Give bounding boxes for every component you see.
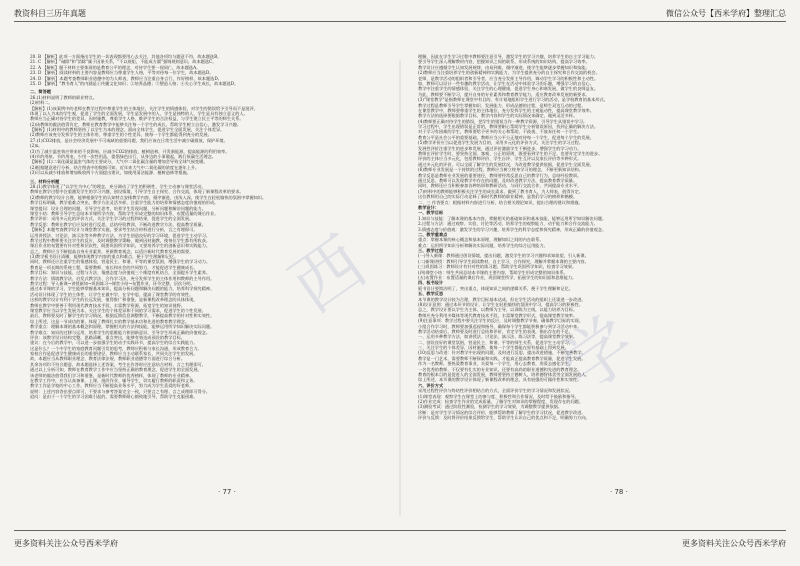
text-line: 教师应充分利用多媒体等现代教育技术手段，丰富课堂教学形式，提高课堂教学效率。 (418, 312, 578, 318)
text-line: 21. C 【解析】"破除"和"消除"属于因果关系，"不以规矩，不能成方圆"强调规则意识，故本题选C。 (30, 59, 217, 65)
text-line: (6)教师专业发展是一个持续的过程，教师应当树立终身学习的理念，不断更新知识结构。 (418, 167, 584, 173)
text-line: (10)反思与改进：针对教学中出现的问题，及时进行反思，提出改进措施，不断完善教学。 (418, 350, 586, 356)
text-line: (3)可以从减少排放和增加吸收两个方面提出建议，如使用清洁能源、植树造林等措施。 (30, 170, 191, 176)
text-line: 【解析】本题考查教学设计与课堂教学实施，要求考生结合材料进行分析，言之有理即可。 (30, 227, 198, 233)
text-line: 运用讲授法、讨论法、演示法等多种教学方法，为学生创造良好的学习环境，促进学生主动学习。 (30, 232, 211, 238)
text-line: 难点：运用所学知识分析和解决实际问题，培养学生的综合运用能力。 (418, 242, 548, 248)
text-line: 在课堂教学中，教师要尊重学生的主体地位，充分发挥学生的主观能动性，提高课堂教学效率。 (418, 107, 594, 113)
text-line: (3)为了减少温室效应带来的不良影响，应减少CO2的排放，植树造林，开发新能源，提高能源的利用效率。 (30, 148, 230, 154)
text-line: (二)新课讲授：教师引导学生阅读教材，自主学习，合作探究，理解并掌握本课的主要内容。 (418, 258, 589, 264)
text-line: 教学重点：理解本课的基本概念和原理，掌握相关的方法和技能，能够运用所学知识解决实际问题。 (30, 324, 215, 330)
text-line: 教师应当正确对待学生的差异，因材施教，尊重学生人格，维护学生的合法权益，与学生建立民主平等的师生关系。 (30, 116, 244, 122)
text-line: (4)节约用纸、节约用电，少用一次性用品，提倡绿色出行，从身边的小事做起，践行低碳生活理念。 (30, 154, 216, 160)
text-line: 学习过程中，学生出现错误是正常的，教师要耐心帮助学生分析错误原因，找到正确的解决方法。 (418, 124, 599, 130)
text-line: 2.过程与方法：通过观察、实验、讨论等活动，培养学生的观察能力、动手能力和合作交流能力。 (418, 221, 598, 227)
text-line: 老师，是教学活动的组织者和引导者，应当充分发挥主导作用，调动学生学习的积极性和主动性。 (418, 75, 599, 81)
text-line: 教学设计应遵循学生认知发展规律，由易到难，循序渐进，使学生能够逐步掌握知识和技能。 (418, 64, 590, 70)
text-line: 22. A 【解析】题干材料主要体现的是教育公平的理念，对待学生要一视同仁，故本题选A。 (30, 64, 201, 70)
text-line: 27.(1)CO2排放，是社会经济发展中不可或缺的重要问题，我们应该在日常生活中减少碳排放，保护环境。 (30, 137, 228, 143)
text-line: (7)材料中的教师能够积极关注学生的成长需求，做到了教书育人，为人师表，值得肯定。 (418, 188, 584, 194)
watermark: 西 (275, 221, 381, 329)
text-line: 教师在教学中要善于利用现代教育技术手段，丰富教学资源，拓宽学生的知识视野。 (30, 302, 185, 308)
text-line: 这位教师用自己的实际行动诠释了新时代教师的职业精神，是我们学习的榜样和楷模。 (418, 194, 578, 200)
text-line: 课堂小结：教师引导学生总结本节课所学内容，帮助学生形成完整的知识体系，布置适量的课后作业。 (30, 210, 219, 216)
text-line: 同时，教师还应当积极参加各种培训和教研活动，与同行交流合作，共同提高专业水平。 (418, 183, 582, 189)
text-line: (2)x。 (30, 143, 43, 149)
text-line: 24. D 【解析】本题考查教师职业道德中的为人师表，教师应当注重自身言行，作好榜样，故本题选D。 (30, 75, 222, 81)
footer-rule (14, 530, 786, 531)
text-line: 发展性评价注重学生的进步和发展，通过评价激励学生不断进步，增强学生的学习动力。 (418, 145, 582, 151)
text-line: 通过反思，教师可以发现教学中存在的问题，及时改进教学方法，提高教育教学质量。 (418, 177, 578, 183)
footer-left-text: 更多资料关注公众号西米学府 (14, 539, 118, 548)
text-line: 教学方法：情境教学法、启发式教学法、合作学习法，充分发挥学生的主体作用和教师的主导作用。 (30, 275, 215, 281)
text-line: 理解，因此在学生学习过程中教师要注意引导，激发学生的学习兴趣，培养学生的自主学习能力。 (418, 54, 599, 59)
text-line: (2)根据题意进行分析，结合图表中的数据可知，近年来大气中二氧化碳的浓度在逐年上升。 (30, 164, 200, 170)
text-line: 教学中注重学生的情感体验，关注学生的心理健康，促进学生身心和谐发展，做学生的良师益友。 (418, 86, 599, 92)
text-line: 教学反思是教师专业发展的重要途径，教师要经常反思自己的教学行为，总结经验教训。 (418, 172, 582, 178)
text-line: 教学过程：导入新课→讲授新知→巩固练习→课堂小结→布置作业，环节完整，层次分明。 (30, 281, 195, 287)
text-line: 课堂提问：设计合理的问题，引导学生思考，培养学生发现问题、分析问题和解决问题的能力。 (30, 205, 206, 211)
footer-right-text: 更多资料关注公众号西米学府 (682, 539, 786, 548)
text-line: 建议：在今后的教学中，可以进一步加强学生的动手实践环节，提高学生的综合实践能力。 (30, 340, 198, 346)
text-line: (2)教师的教学设计合理，能够根据学生的认知特点安排教学内容，循序渐进，由浅入深，使学生在轻松愉快的氛围中掌握知识。 (30, 194, 267, 200)
text-line: 该老师的做法值得我们学习和借鉴，是新时代教师的优秀榜样，体现了教师的专业精神。 (30, 372, 194, 378)
text-line: 教育的根本目的是促进人的全面发展，教师要坚持立德树人，培养德智体美劳全面发展的人。 (418, 372, 590, 378)
text-line: (五)布置作业：布置适量的课后作业，巩固课堂所学，拓展学生的知识面和思维能力。 (418, 275, 577, 281)
text-line: 通过以上分析可知，教师在教育教学工作中应当坚持正确的教育理念，促进学生的全面发展。 (30, 367, 202, 373)
text-line: 教师在评价学生时，要坚持全面、客观、公正的原则，既要看到学生的不足，也要肯定学生的进步。 (418, 151, 603, 157)
text-line: 教师在教学过程中注重激发学生的学习兴趣，创设情境，引导学生自主探究、合作交流，体现了新课程改革的要求。 (30, 189, 244, 195)
text-line: 教学目标：知识与技能、过程与方法、情感态度与价值观三个维度有机结合，全面提升学生素养。 (30, 270, 211, 276)
section-heading: 三、材料分析题 (30, 178, 60, 184)
text-line: 教学方法的选择要根据教学目标、教学内容和学生的实际情况来确定，做到灵活多样。 (418, 113, 578, 119)
text-line: 诊断：是对学生学习情况的综合评价，能够帮助教师了解学生的学习状况，促进教学改进。 (418, 409, 586, 415)
text-line: (一)导入新课：教师通过创设情境，提出问题，激发学生的学习兴趣和求知欲望，引入新课。 (418, 253, 589, 259)
text-line: 1.知识与技能：了解本课的基本内容，掌握相关的基础知识和基本技能，能够运用所学知识解决问题。 (418, 215, 607, 221)
text-line: 教学目标明确，教学重难点突出，教学方法灵活多样，注重学生能力的培养和情感态度价值观的形成。 (30, 200, 219, 206)
text-line: (2)该教师的做法值得肯定，教师在教育教学中能够关注每一个学生的成长，帮助学生树立自信心，激发学习兴趣。 (30, 121, 242, 127)
text-line: (5)教学评价应当以促进学生发展为目的，采用多元化的评价方式，关注学生的学习过程。 (418, 140, 584, 146)
text-line: 教学过程是教师引导学生掌握知识、发展能力、形成品德的过程，是师生双边互动的过程。 (418, 102, 586, 108)
text-line: 作为一名教师，要热爱教育事业，关爱每一个学生，用心去教育，用爱去感化学生。 (418, 361, 573, 367)
text-line: (3)"课堂教学"是指教师在课堂中有目的、有计划地组织学生进行学习的活动，是学校教育的基本形式。 (418, 97, 608, 103)
text-line: 3.情感态度与价值观：激发学生的学习兴趣，培养学生的科学态度和探究精神，形成正确的价值观念。 (418, 226, 607, 232)
text-line: (三)巩固练习：教师设计有针对性的练习题，帮助学生巩固所学知识，检查学习效果。 (418, 264, 577, 270)
text-line: (2)材料二。 (30, 100, 53, 106)
text-line: 本节课的教学设计较为合理，教学目标基本达成，但在学生活动的组织上还需进一步改进。 (418, 296, 586, 302)
text-line: 一、运用多种教学方法，如讲授法、讨论法、演示法、练习法等，提高课堂教学效果。 (418, 334, 578, 340)
watermark: 学 (545, 301, 651, 409)
text-line: 教学活动结束后，教师要及时进行总结和评价，肯定学生的表现，指出存在的不足。 (418, 328, 573, 334)
text-line: 教学难点：知识的迁移与运用，培养学生的思维能力和创新意识，引导学生形成正确的价值观念。 (30, 329, 211, 335)
text-line: 教学过程中教师要关注学生的反应，及时调整教学策略，做到因材施教，使每位学生都有所收获。 (30, 237, 211, 243)
text-line: 对于学习有困难的学生，教师要给予更多的关心和帮助，不歧视、不放弃任何一个学生。 (418, 129, 582, 135)
text-line: 总之，教师应当不断提高自身专业素养，更新教育观念，以适应新时代教育发展的需要。 (30, 248, 194, 254)
text-line: 【解析】(1)二氧化碳是温室气体的主要成分，大气中二氧化碳含量的增加会导致全球气候变暖。 (30, 159, 208, 165)
text-line: 20. B 【解析】此项一方面指出学生的一切表现都要用心去关注，其他各项均与题意不符，故本题选B。 (30, 54, 222, 59)
text-line: 总之，教学设计要以学生为主体，以教师为主导，以训练为主线，以能力培养为目标。 (418, 307, 578, 313)
text-line: 二、创设良好的课堂氛围，营造民主、和谐、平等的师生关系，促进学生主动学习。 (418, 339, 573, 345)
left-page-number: · 77 · (218, 488, 236, 496)
text-line: 这是什么？一个中学生的家庭教育问题引发的思考，教师应积极与家长沟通，形成教育合力。 (30, 345, 202, 351)
text-line: 家校合作是促进学生健康成长的重要途径，教师应当主动联系家长，共同关注学生的发展。 (30, 351, 198, 357)
text-line: 【解析】(1)该案例中的老师在教学过程中尊重学生的主体地位，关注学生的情感体验，对学生的错误给予引导而不是批评， (30, 105, 258, 111)
text-line: (1)课堂表现：观察学生在课堂上的参与度、积极性和合作情况，及时给予鼓励和指导。 (418, 393, 579, 399)
text-line: 28.(1)教学体现了"以学生为中心"的理念，充分调动了学生的积极性，学生主动参与课堂活动。 (30, 183, 206, 189)
page-gutter (399, 60, 401, 516)
text-line: 为此，教师要不断学习，提升自身的专业素养和教育教学能力，适应教育改革发展的新要求。 (418, 91, 590, 97)
text-line: 板书设计要简洁明了，突出重点，体现知识之间的逻辑关系，便于学生理解和记忆。 (418, 285, 573, 291)
section-heading: 二、简答题 (30, 89, 51, 95)
text-line: 这样的教学设计有利于学生的长远发展，值得推广和借鉴，是新课程改革理念的具体体现。 (30, 297, 198, 303)
text-line: 如，教师可以设计一些有趣的教学活动，让学生在活动中体验学习的乐趣，增强学习的自信心。 (418, 80, 594, 86)
text-line: 重点：掌握本课的核心概念和基本原理，理解知识之间的内在联系。 (418, 237, 544, 243)
right-page-number: · 78 · (610, 488, 628, 496)
text-line: 活动设计体现了学生的主体性，让学生在做中学，在学中思，提高了课堂教学的有效性。 (30, 291, 194, 297)
text-line: 体现了以人为本的学生观，促进了学生的全面发展，学生是发展中的人，学生是独特的人，学生是具有独立意义的人。 (30, 110, 248, 116)
section-heading: 三、教学过程 (418, 248, 444, 254)
text-line: (四)课堂小结：师生共同总结本节课的主要内容，帮助学生形成完整的知识体系。 (418, 269, 568, 275)
section-heading: 六、评价方式 (418, 382, 444, 388)
text-line: 说明：上述内容答出要点即可，不要求与参考答案完全一致，只要言之有理、言之成理即可得分。 (30, 388, 211, 394)
text-line: (2)教师应当注重培养学生的创新精神和实践能力，为学生提供充分的自主探究和合作交流的机会。 (418, 70, 600, 76)
text-line: 评价与反馈：及时将评价结果反馈给学生，帮助学生认识自己的优点和不足，明确努力方向。 (418, 415, 590, 421)
section-heading: 二、教学重难点 (418, 231, 448, 237)
text-line: (8)设计意图：通过本环节的设计，让学生在轻松愉快的氛围中学习，提高学习的积极性。 (418, 301, 584, 307)
text-line: 采用过程性评价与终结性评价相结合的方式，全面评价学生的学习情况和发展状况。 (418, 388, 573, 394)
text-line: 一名优秀的教师，不仅要有扎实的专业知识，还要有高尚的职业道德和先进的教育理念。 (418, 366, 582, 372)
text-line: 教学工作是学校的中心工作，教师应当不断提高业务水平，努力成为学生喜爱的好老师。 (30, 383, 194, 389)
text-line: 小组合作学习时，教师要加强巡视和指导，确保每个学生都能积极参与到学习活动中来。 (418, 323, 582, 329)
text-line: 23. D 【解析】阅读材料的主要内容是教师应当尊重学生人格，平等对待每一位学生，故本题选D。 (30, 70, 214, 76)
text-line: 同时，教师还应注重学生的情感体验，营造民主、和谐、平等的课堂氛围，增强学生的学习动力。 (30, 259, 211, 265)
text-line: 三、关注学生的个体差异，因材施教，使每一个学生都能在原有基础上得到发展。 (418, 345, 569, 351)
text-line: 故，本题应当从教师职业理念、教育法律法规、教师职业道德等方面进行综合分析。 (30, 356, 185, 362)
left-page-body (30, 54, 380, 474)
text-line: 二、三 作答要点：根据材料内容进行分析，结合相关理论知识，提出合理的建议和措施。 (418, 199, 583, 205)
text-line: 综上所述，这是一节成功的课，体现了教师扎实的教学基本功和先进的教育教学理念。 (30, 318, 190, 324)
text-line: 25. D 【解析】"教书育人"的内涵是①传播文化知识；②培养品德；③塑造人格；④关心学生成长，故本题选D。 (30, 80, 239, 86)
section-heading: 四、板书设计 (418, 280, 444, 286)
text-line: 最后，教师要及时了解学生的学习情况，根据反馈信息调整教学，不断提高教学的针对性和实效性。 (30, 313, 215, 319)
text-line: (2)教师应该充分发挥学生的主体作用，尊重学生的个性差异，使每一个学生都能得到充分的发展。 (30, 132, 212, 138)
text-line: (9)注意事项：教学过程中要关注学生的反应，及时调整教学节奏，确保教学目标的实现。 (418, 318, 584, 324)
text-line: (4)教师要正确对待学生的错误，把学生的错误当作一种教学资源，引导学生从错误中学习。 (418, 118, 588, 124)
text-line: 教育公平是社会公平的重要基础，教师应当公平公正地对待每一个学生，促进每个学生的发展。 (418, 134, 594, 140)
text-line: (2)作业完成：检查学生作业的完成质量，了解学生对知识的掌握程度，发现存在的问题。 (418, 399, 584, 404)
header-left-title: 教资科目三历年真题 (14, 9, 86, 18)
text-line: 教学是一门艺术，需要教师不断探索和实践，才能真正提高教育教学质量，促进学生发展。 (418, 355, 586, 361)
text-line: 追问：是由于一个学生的学习困难引起的，需要教师耐心细致地引导，帮助学生克服困难。 (30, 394, 198, 400)
text-line: (3)教学板书设计清晰，能够体现教学内容的重点和难点，便于学生理解和记忆。 (30, 254, 179, 260)
text-line: (3)测验考试：通过阶段性测验，检测学生的学习效果，为调整教学提供依据。 (418, 404, 563, 410)
text-line: 其余各项均不符合题意，故本题选择上述答案，考生在作答时应注意结合材料，言之有理即可。 (30, 361, 206, 367)
text-line: 评价的主体应当多元化，包括教师评价、学生自评、学生互评以及家长评价等多种形式。 (418, 156, 582, 162)
text-line: 教学评价：采用多元化的评价方式，关注学生学习的过程和结果，促进学生的全面发展。 (30, 216, 194, 222)
text-line: 教学反思：教师在教学后应及时进行反思，总结经验教训，不断改进教学方法，提高教学质量。 (30, 221, 206, 227)
text-line: 通过多元化的评价，可以全面了解学生的发展状况，为改进教学提供依据，促进学生全面发展。 (418, 161, 594, 167)
text-line: 综上所述，本节课的教学设计体现了新课程改革的理念，具有较强的可操作性和实效性。 (418, 377, 582, 383)
text-line: 评价：该教学设计结构完整，思路清晰，重点突出，能够有效达成预设的教学目标。 (30, 334, 185, 340)
section-heading: 五、教学反思 (418, 291, 444, 297)
text-line: 通过本节课的学习，学生能够掌握基本知识，提高分析问题和解决问题的能力，培养科学探究精神。 (30, 286, 215, 292)
header-rule (14, 21, 786, 22)
header-right-title: 微信公众号【西米学府】整理汇总 (666, 9, 786, 18)
text-line: 26.(1)材料说明了教师的职业特点。 (30, 94, 98, 100)
section-heading: 一、教学目标 (418, 210, 444, 216)
right-page-body (418, 54, 768, 474)
text-line: 教育是一项长期的系统工程，需要教师、家长和社会的共同努力，才能促进学生健康成长。 (30, 264, 198, 270)
section-heading: 教学设计： (418, 204, 439, 210)
text-line: 课堂教学应当以学生发展为本，关注学生的个体差异和不同的学习需求，促进学生的个性发展。 (30, 307, 206, 313)
text-line: 在教学工作中，应当认真备课、上课、批改作业、辅导学生，切实履行教师的职责和义务。 (30, 378, 198, 384)
text-line: 课后作业的布置要有针对性和层次性，既要巩固所学知识，又要培养学生的创新意识和实践能力。 (30, 243, 211, 249)
text-line: 【解析】(1)材料中的教师坚持了以学生为本的理念，面向全体学生，促进学生全面发展，关注个体差异。 (30, 127, 225, 133)
text-line: 要引导学生深入理解教材内容，把握知识之间的联系，形成系统的知识结构，提高学习效率。 (418, 59, 590, 65)
